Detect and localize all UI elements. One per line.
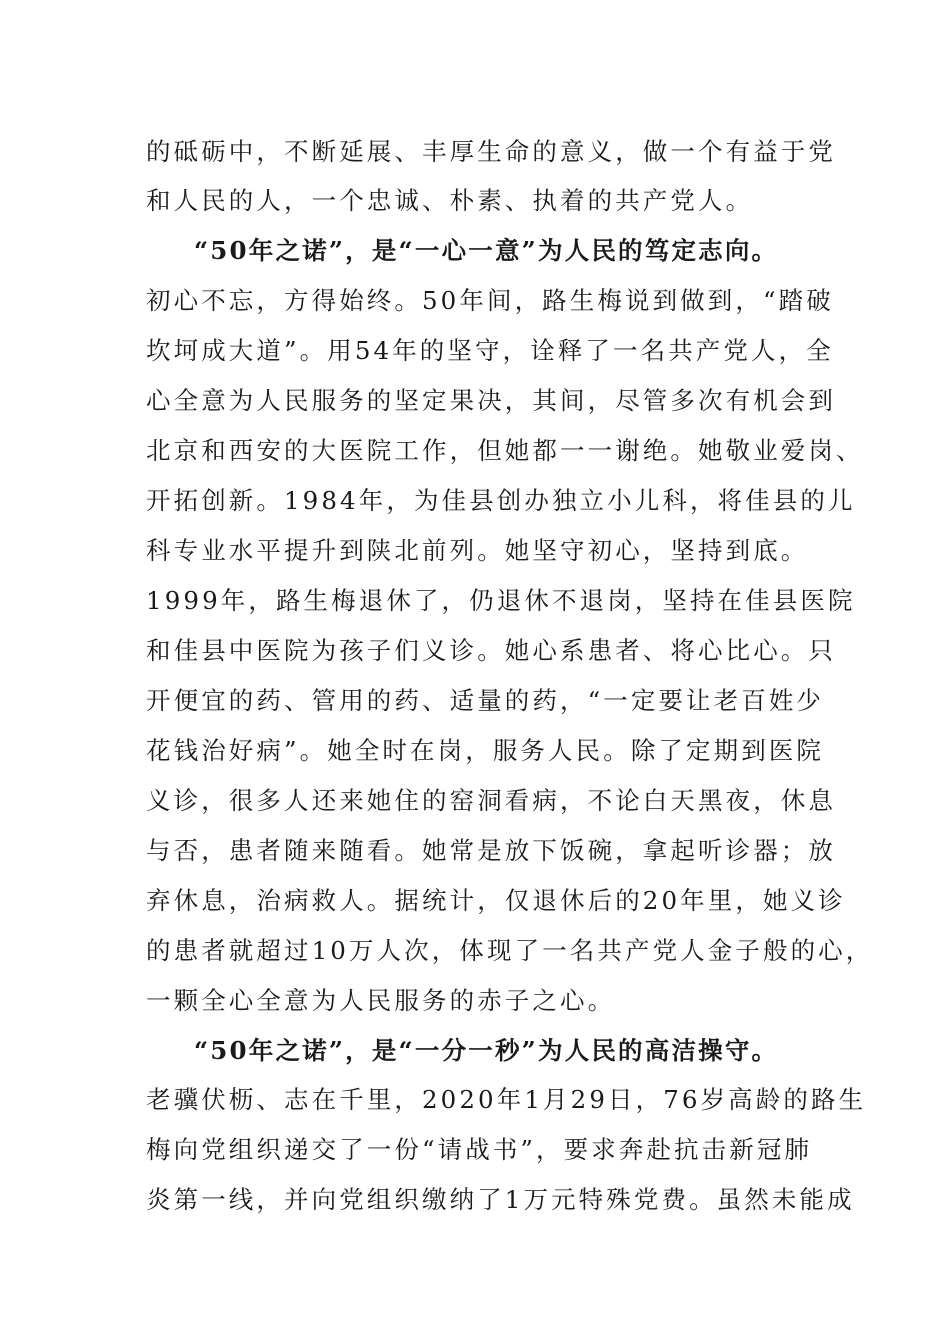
text-line: 1999年，路生梅退休了，仍退休不退岗，坚持在佳县医院: [146, 586, 856, 615]
section-heading: “50年之诺”，是“一分一秒”为人民的高洁操守。: [194, 1036, 779, 1065]
text-line: 和佳县中医院为孩子们义诊。她心系患者、将心比心。只: [146, 636, 836, 665]
text-line: 与否，患者随来随看。她常是放下饭碗，拿起听诊器；放: [146, 836, 836, 865]
text-line: 科专业水平提升到陕北前列。她坚守初心，坚持到底。: [146, 536, 809, 565]
text-line: 和人民的人，一个忠诚、朴素、执着的共产党人。: [146, 186, 754, 215]
text-line: 老骥伏枥、志在千里，2020年1月29日，76岁高龄的路生: [146, 1085, 867, 1114]
text-line: 弃休息，治病救人。据统计，仅退休后的20年里，她义诊: [146, 886, 846, 915]
text-line: 北京和西安的大医院工作，但她都一一谢绝。她敬业爱岗、: [146, 436, 864, 465]
text-line: 的砥砺中，不断延展、丰厚生命的意义，做一个有益于党: [146, 137, 836, 166]
text-line: 开便宜的药、管用的药、适量的药，“一定要让老百姓少: [146, 686, 825, 715]
text-line: 的患者就超过10万人次，体现了一名共产党人金子般的心，: [146, 936, 874, 965]
text-line: 炎第一线，并向党组织缴纳了1万元特殊党费。虽然未能成: [146, 1185, 855, 1214]
text-line: 坎坷成大道”。用54年的坚守，诠释了一名共产党人，全: [146, 336, 834, 365]
section-heading: “50年之诺”，是“一心一意”为人民的笃定志向。: [194, 236, 779, 265]
text-line: 花钱治好病”。她全时在岗，服务人民。除了定期到医院: [146, 736, 825, 765]
text-line: 开拓创新。1984年，为佳县创办独立小儿科，将佳县的儿: [146, 486, 856, 515]
text-line: 梅向党组织递交了一份“请战书”，要求奔赴抗击新冠肺: [146, 1135, 813, 1164]
text-line: 心全意为人民服务的坚定果决，其间，尽管多次有机会到: [146, 386, 836, 415]
text-line: 义诊，很多人还来她住的窑洞看病，不论白天黑夜，休息: [146, 786, 836, 815]
text-line: 一颗全心全意为人民服务的赤子之心。: [146, 986, 616, 1015]
text-line: 初心不忘，方得始终。50年间，路生梅说到做到，“踏破: [146, 286, 834, 315]
